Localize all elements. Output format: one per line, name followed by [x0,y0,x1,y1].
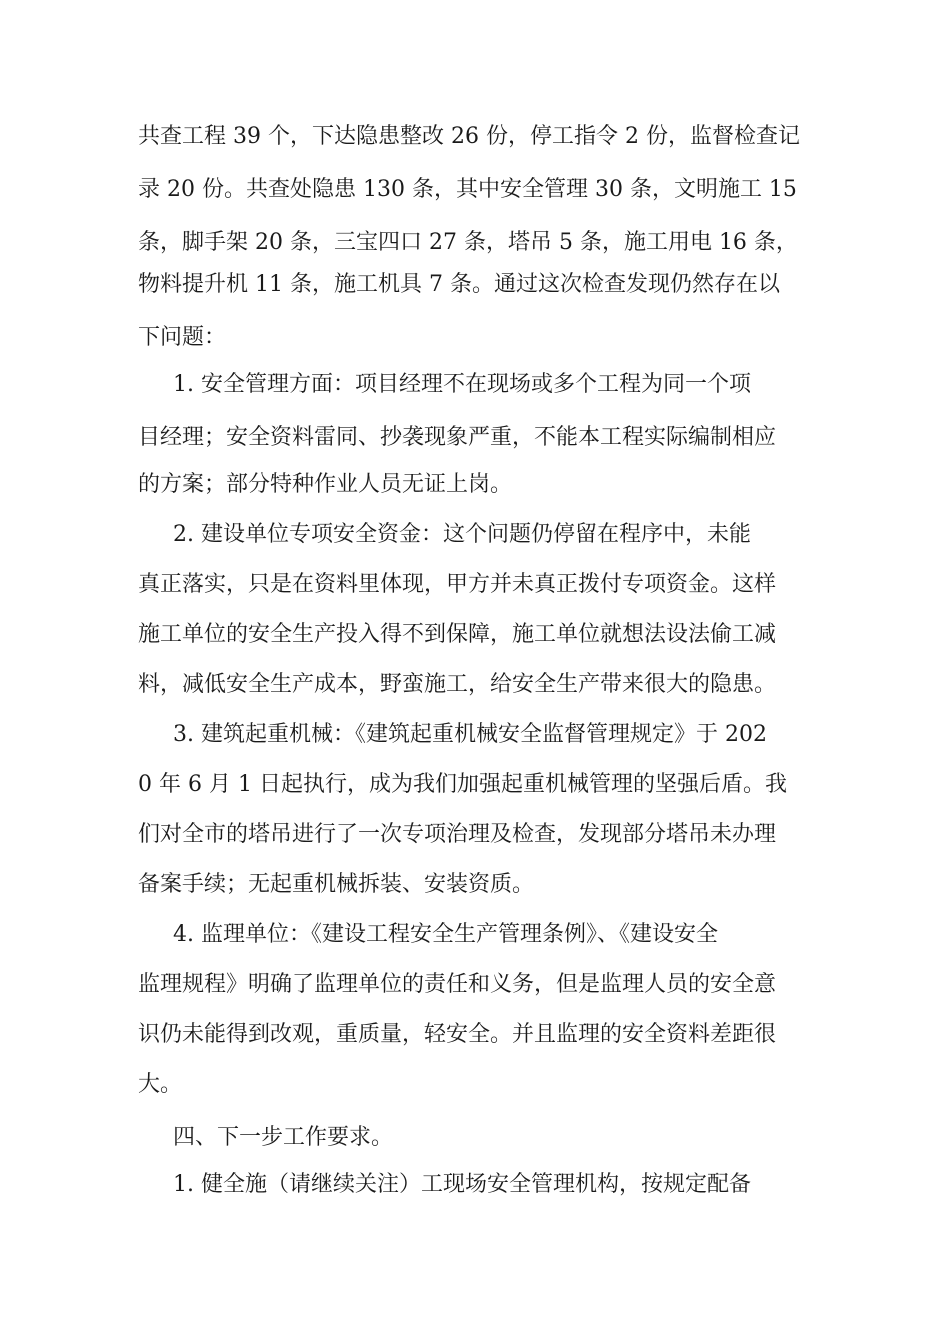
section-heading: 四、下一步工作要求。 [173,1125,394,1150]
list-item-4-line: 监理规程》明确了监理单位的责任和义务，但是监理人员的安全意 [138,972,777,997]
intro-line: 下问题： [138,325,227,350]
list-item-3-line: 备案手续；无起重机械拆装、安装资质。 [138,872,535,897]
list-item-2-line: 施工单位的安全生产投入得不到保障，施工单位就想法设法偷工减 [138,622,777,647]
list-item-2-line: 2. 建设单位专项安全资金：这个问题仍停留在程序中，未能 [173,522,751,547]
list-item-4-line: 4. 监理单位：《建设工程安全生产管理条例》、《建设安全 [173,922,718,947]
list-item-3-line: 3. 建筑起重机械：《建筑起重机械安全监督管理规定》于 202 [173,722,767,747]
intro-line: 共查工程 39 个，下达隐患整改 26 份，停工指令 2 份，监督检查记 [138,124,800,149]
next-list-item-line: 1. 健全施（请继续关注）工现场安全管理机构，按规定配备 [173,1172,751,1197]
intro-line: 条，脚手架 20 条，三宝四口 27 条，塔吊 5 条，施工用电 16 条， [138,230,798,255]
list-item-1-line: 的方案；部分特种作业人员无证上岗。 [138,472,513,497]
list-item-3-line: 0 年 6 月 1 日起执行，成为我们加强起重机械管理的坚强后盾。我 [138,772,787,797]
list-item-3-line: 们对全市的塔吊进行了一次专项治理及检查，发现部分塔吊未办理 [138,822,777,847]
intro-line: 录 20 份。共查处隐患 130 条，其中安全管理 30 条，文明施工 15 [138,177,797,202]
list-item-4-line: 识仍未能得到改观，重质量，轻安全。并且监理的安全资料差距很 [138,1022,777,1047]
intro-line: 物料提升机 11 条，施工机具 7 条。通过这次检查发现仍然存在以 [138,272,780,297]
list-item-4-line: 大。 [138,1072,183,1097]
list-item-2-line: 真正落实，只是在资料里体现，甲方并未真正拨付专项资金。这样 [138,572,777,597]
list-item-1-line: 1. 安全管理方面：项目经理不在现场或多个工程为同一个项 [173,372,751,397]
list-item-2-line: 料，减低安全生产成本，野蛮施工，给安全生产带来很大的隐患。 [138,672,777,697]
list-item-1-line: 目经理；安全资料雷同、抄袭现象严重，不能本工程实际编制相应 [138,425,777,450]
